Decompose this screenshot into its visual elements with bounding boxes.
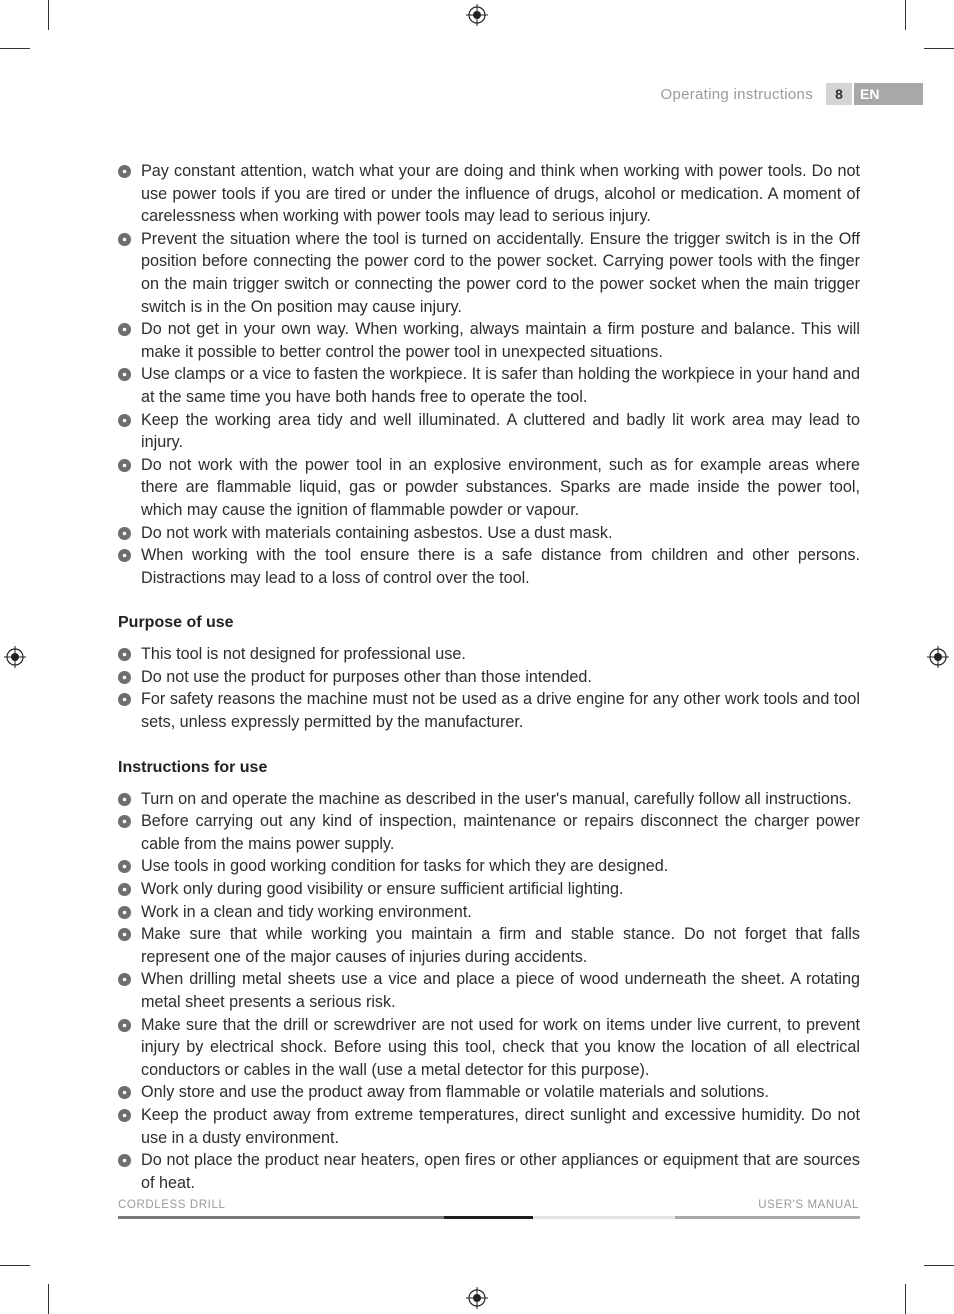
gear-bullet-icon: [118, 549, 131, 562]
list-item: [118, 1014, 860, 1082]
list-item: [118, 1081, 860, 1104]
list-item-text: Use clamps or a vice to fasten the workpiece. It is safer than holding the workpiece in your hand and at the same time you have both hands free to operate the tool.: [141, 365, 860, 406]
gear-bullet-icon: [118, 233, 131, 246]
footer-bar: [533, 1216, 675, 1219]
list-item-text: Work only during good visibility or ensure sufficient artificial lighting.: [141, 880, 624, 899]
crop-mark: [924, 48, 954, 49]
list-item-text: Do not get in your own way. When working, always maintain a firm posture and balance. This will make it possible to better control the power tool in unexpected situations.: [141, 320, 860, 361]
list-item: [118, 923, 860, 968]
gear-bullet-icon: [118, 671, 131, 684]
crop-mark: [48, 0, 49, 30]
list-item-text: This tool is not designed for professional use.: [141, 645, 466, 664]
list-item-text: When drilling metal sheets use a vice and place a piece of wood underneath the sheet. A rotating metal sheet presents a serious risk.: [141, 970, 860, 1011]
list-item: [118, 228, 860, 318]
list-item: [118, 788, 860, 811]
footer-doc-type: USER'S MANUAL: [758, 1199, 859, 1211]
footer-bar: [118, 1216, 444, 1219]
crop-mark: [0, 1265, 30, 1266]
gear-bullet-icon: [118, 527, 131, 540]
list-item: [118, 810, 860, 855]
list-item: [118, 318, 860, 363]
list-item-text: Use tools in good working condition for tasks for which they are designed.: [141, 857, 669, 876]
list-item: [118, 544, 860, 589]
list-item: [118, 901, 860, 924]
list-item-text: Keep the product away from extreme temperatures, direct sunlight and excessive humidity. Do not use in a dusty environment.: [141, 1105, 860, 1147]
page-header: [0, 83, 954, 105]
registration-mark-icon: [466, 1287, 488, 1309]
language-tab: EN: [854, 83, 923, 105]
list-item: [118, 878, 860, 901]
purpose-heading: Purpose of use: [118, 614, 234, 632]
gear-bullet-icon: [118, 323, 131, 336]
crop-mark: [905, 0, 906, 30]
list-item-text: When working with the tool ensure there is a safe distance from children and other persons. Distractions may lead to a loss of control over the tool.: [141, 546, 860, 587]
safety-list: [118, 160, 860, 589]
footer-bar: [444, 1216, 533, 1219]
crop-mark: [924, 1265, 954, 1266]
page-number: 8: [826, 83, 852, 105]
list-item-text: Do not use the product for purposes other than those intended.: [141, 667, 592, 686]
list-item: [118, 855, 860, 878]
list-item: [118, 643, 860, 666]
gear-bullet-icon: [118, 1109, 131, 1122]
list-item-text: Do not place the product near heaters, open fires or other appliances or equipment that are sources of heat.: [141, 1151, 860, 1192]
registration-mark-icon: [4, 646, 26, 668]
gear-bullet-icon: [118, 906, 131, 919]
gear-bullet-icon: [118, 1019, 131, 1032]
list-item-text: Prevent the situation where the tool is turned on accidentally. Ensure the trigger switch is in the Off position before connecting the power cord to the power socket. Carrying power tools with the finger on the main trigger switch or connecting the power cord to the power socket when the main trigger switch is in the On position may cause injury.: [141, 229, 860, 316]
list-item: [118, 1104, 860, 1149]
list-item: [118, 454, 860, 522]
gear-bullet-icon: [118, 860, 131, 873]
gear-bullet-icon: [118, 459, 131, 472]
gear-bullet-icon: [118, 883, 131, 896]
gear-bullet-icon: [118, 414, 131, 427]
list-item-text: Do not work with the power tool in an explosive environment, such as for example areas where there are flammable liquid, gas or powder substances. Sparks are made inside the power tool, which may cause the ignition of flammable powder or vapour.: [141, 455, 860, 519]
list-item-text: Turn on and operate the machine as described in the user's manual, carefully follow all instructions.: [141, 789, 852, 808]
gear-bullet-icon: [118, 693, 131, 706]
list-item: [118, 666, 860, 689]
gear-bullet-icon: [118, 648, 131, 661]
list-item: [118, 522, 860, 545]
crop-mark: [0, 48, 30, 49]
instructions-list: [118, 788, 860, 1195]
list-item: [118, 160, 860, 228]
gear-bullet-icon: [118, 1154, 131, 1167]
gear-bullet-icon: [118, 973, 131, 986]
list-item-text: Only store and use the product away from flammable or volatile materials and solutions.: [141, 1083, 770, 1102]
gear-bullet-icon: [118, 1086, 131, 1099]
list-item: [118, 363, 860, 408]
list-item-text: Do not work with materials containing asbestos. Use a dust mask.: [141, 523, 613, 542]
list-item-text: For safety reasons the machine must not be used as a drive engine for any other work tools and tool sets, unless expressly permitted by the manufacturer.: [141, 690, 860, 732]
list-item: [118, 409, 860, 454]
section-title: Operating instructions: [660, 86, 813, 103]
list-item-text: Keep the working area tidy and well illuminated. A cluttered and badly lit work area may lead to injury.: [141, 410, 860, 452]
list-item-text: Before carrying out any kind of inspection, maintenance or repairs disconnect the charger power cable from the mains power supply.: [141, 812, 860, 853]
gear-bullet-icon: [118, 368, 131, 381]
list-item-text: Make sure that while working you maintain a firm and stable stance. Do not forget that falls represent one of the major causes of injuries during accidents.: [141, 925, 860, 966]
list-item: [118, 688, 860, 733]
gear-bullet-icon: [118, 793, 131, 806]
registration-mark-icon: [466, 4, 488, 26]
list-item-text: Work in a clean and tidy working environment.: [141, 902, 472, 921]
gear-bullet-icon: [118, 928, 131, 941]
gear-bullet-icon: [118, 165, 131, 178]
instructions-heading: Instructions for use: [118, 758, 268, 776]
purpose-list: [118, 643, 860, 733]
list-item-text: Pay constant attention, watch what your are doing and think when working with power tools. Do not use power tools if you are tired or under the influence of drugs, alcohol or medication. A moment of carelessness when working with power tools may lead to serious injury.: [141, 162, 860, 226]
crop-mark: [48, 1284, 49, 1314]
list-item-text: Make sure that the drill or screwdriver are not used for work on items under live current, to prevent injury by electrical shock. Before using this tool, check that you know the location of all electrical conductors or cables in the wall (use a metal detector for this purpose).: [141, 1015, 860, 1079]
footer-product: CORDLESS DRILL: [118, 1199, 226, 1211]
registration-mark-icon: [927, 646, 949, 668]
footer-bar: [675, 1216, 860, 1219]
list-item: [118, 968, 860, 1013]
list-item: [118, 1149, 860, 1194]
crop-mark: [905, 1284, 906, 1314]
gear-bullet-icon: [118, 815, 131, 828]
main-content: [118, 160, 860, 1194]
